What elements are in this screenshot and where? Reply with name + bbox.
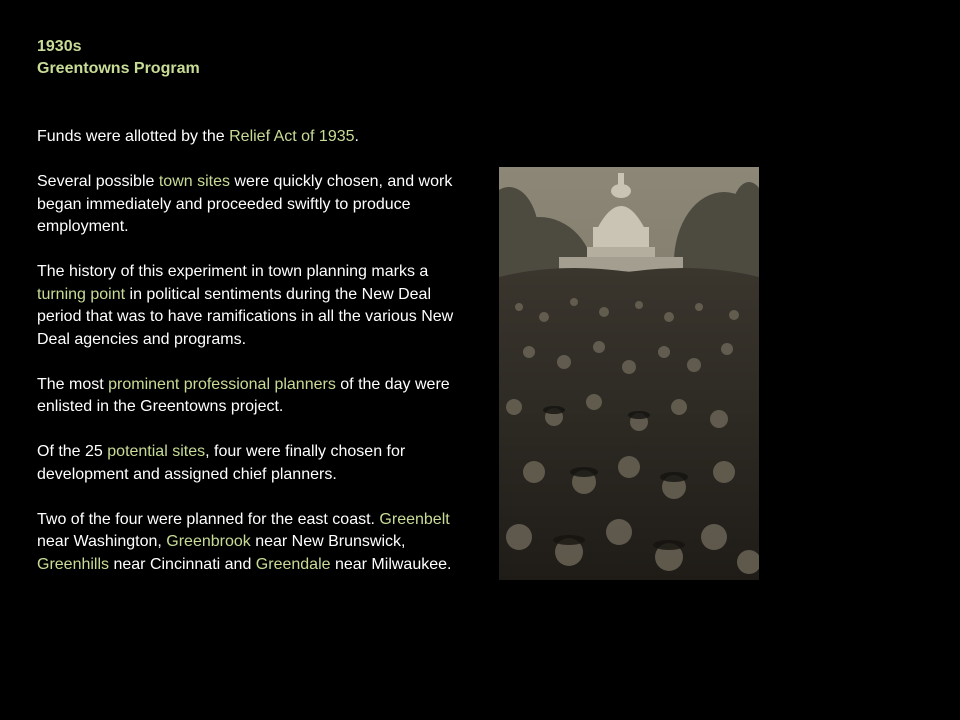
body-segment: , four were finally chosen for development and assigned chief planners.: [37, 443, 406, 483]
body-segment: of the day were enlisted in the Greentowns project.: [37, 375, 450, 415]
paragraph-3: [37, 261, 467, 351]
paragraph-1: [37, 126, 467, 149]
body-segment: near Cincinnati and: [109, 555, 256, 573]
body-segment: Two of the four were planned for the east coast.: [37, 510, 380, 528]
highlight-term: town sites: [158, 173, 230, 190]
highlight-term: Greenbrook: [166, 533, 251, 550]
highlight-term: Greendale: [255, 555, 331, 573]
photo-svg: [499, 167, 759, 580]
body-segment: near Milwaukee.: [330, 555, 452, 573]
slide-title: [37, 36, 200, 80]
body-segment: near Washington,: [37, 533, 167, 550]
highlight-term: Relief Act of 1935: [229, 128, 355, 145]
highlight-term: potential sites: [107, 443, 206, 460]
body-segment: Of the 25: [37, 443, 108, 460]
body-text: [37, 126, 467, 599]
body-segment: near New Brunswick,: [250, 533, 406, 550]
body-segment: Funds were allotted by the: [37, 128, 230, 145]
title-program: Greentowns Program: [37, 60, 200, 77]
title-year: 1930s: [37, 38, 82, 55]
paragraph-2: [37, 171, 467, 239]
body-segment: The history of this experiment in town planning marks a: [37, 263, 429, 280]
highlight-term: Greenbelt: [379, 510, 450, 528]
paragraph-4: [37, 374, 467, 419]
highlight-term: turning point: [37, 285, 126, 303]
paragraph-5: [37, 441, 467, 486]
highlight-term: prominent professional planners: [108, 375, 336, 393]
body-segment: The most: [37, 375, 109, 393]
body-segment: Several possible: [37, 173, 159, 190]
highlight-term: Greenhills: [37, 555, 110, 573]
capitol-crowd-photo: [499, 167, 759, 580]
body-segment: were quickly chosen, and work began immediately and proceeded swiftly to produce employment.: [37, 173, 453, 235]
body-segment: .: [354, 128, 359, 145]
body-segment: in political sentiments during the New Deal period that was to have ramifications in all the various New Deal agencies and programs.: [37, 285, 454, 348]
paragraph-6: [37, 509, 467, 577]
